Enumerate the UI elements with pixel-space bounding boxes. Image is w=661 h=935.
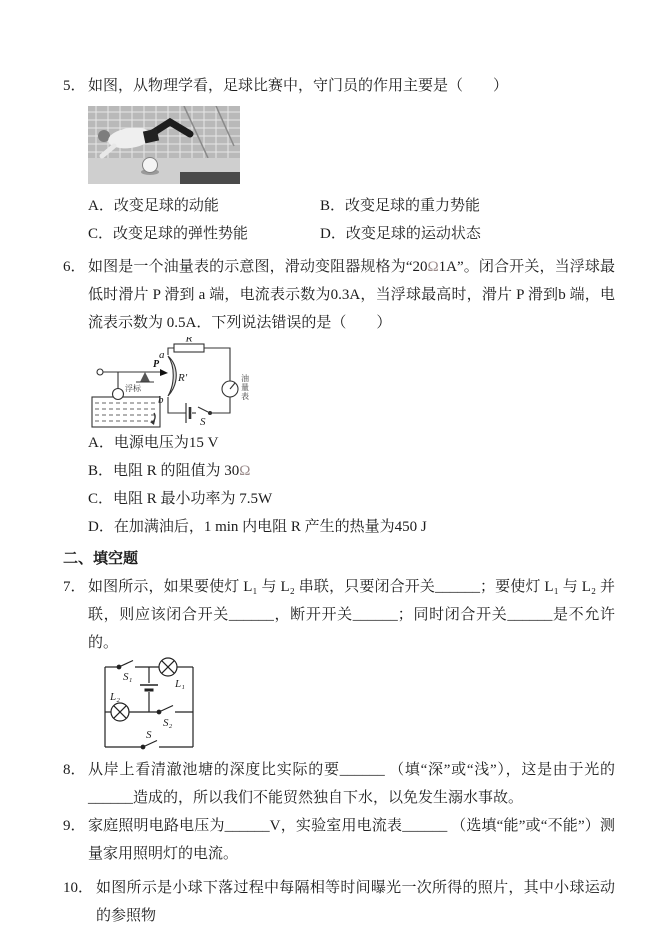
terminal-a-label: a: [159, 349, 165, 361]
resistor-label: R: [185, 337, 193, 345]
meter-label-char2: 量: [241, 383, 249, 392]
ohm-symbol: Ω: [427, 259, 439, 275]
question-5: [63, 72, 615, 100]
switch-s-label: S: [200, 416, 206, 428]
rheostat-label: R′: [178, 372, 188, 384]
question-6-option-a: A．电源电压为15 V: [88, 435, 219, 451]
question-10-number: 10．: [63, 880, 94, 896]
lamp-l2-label: L₂: [110, 691, 120, 703]
question-6-number: 6．: [63, 259, 86, 275]
goalkeeper-photo: [88, 106, 615, 184]
oil-gauge-circuit-svg: [90, 337, 252, 429]
question-9-number: 9．: [63, 818, 86, 834]
meter-label-char3: 表: [241, 392, 249, 401]
question-5-options: [88, 192, 615, 248]
dark-band: [180, 172, 240, 184]
question-6-option-b-text: B．电阻 R 的阻值为 30: [88, 463, 240, 479]
question-5-option-d: D．改变足球的运动状态: [320, 226, 481, 242]
question-5-option-a: A．改变足球的动能: [88, 198, 219, 214]
meter-label-char1: 油: [241, 374, 249, 383]
question-5-text: 如图，从物理学看，足球比赛中，守门员的作用主要是（ ）: [88, 78, 509, 94]
question-8-number: 8．: [63, 762, 86, 778]
goalkeeper-photo-svg: [88, 106, 240, 184]
question-6-options: [63, 429, 615, 541]
question-7-text: 如图所示，如果要使灯 L₁ 与 L₂ 串联，只要闭合开关______；要使灯 L₁ 与 L₂ 并联，则应该闭合开关______，断开开关______；同时闭合开关______是不允许的。: [88, 579, 615, 651]
question-10: [63, 874, 615, 930]
switch-s-label: S: [146, 729, 152, 741]
lamps-circuit-diagram: [97, 657, 615, 752]
oil-gauge-circuit-diagram: [90, 337, 615, 429]
question-9: [63, 812, 615, 868]
question-6-option-d: D．在加满油后，1 min 内电阻 R 产生的热量为450 J: [88, 519, 427, 535]
ohm-symbol: Ω: [239, 463, 251, 479]
slider-p-label: P: [153, 359, 160, 370]
question-7: [63, 573, 615, 657]
question-5-option-b: B．改变足球的重力势能: [320, 198, 481, 214]
switch-s1-label: S₁: [123, 671, 133, 683]
soccer-ball: [141, 158, 159, 176]
question-9-text: 家庭照明电路电压为______V，实验室用电流表______ （选填“能”或“不能”）测量家用照明灯的电流。: [88, 818, 615, 862]
terminal-b-label: b: [158, 394, 164, 406]
lamps-circuit-svg: [97, 657, 217, 752]
question-6-option-c: C．电阻 R 最小功率为 7.5W: [88, 491, 273, 507]
question-8-text: 从岸上看清澈池塘的深度比实际的要______ （填“深”或“浅”），这是由于光的______造成的，所以我们不能贸然独自下水，以免发生溺水事故。: [88, 762, 615, 806]
section-2-header: 二、填空题: [63, 551, 139, 567]
question-7-number: 7．: [63, 579, 86, 595]
question-10-text: 如图所示是小球下落过程中每隔相等时间曝光一次所得的照片，其中小球运动的参照物: [96, 880, 615, 924]
float-label: 浮标: [125, 384, 141, 393]
question-6-option-b: [63, 457, 615, 485]
question-6: [63, 253, 615, 337]
lamp-l1-label: L₁: [175, 678, 185, 690]
question-6-text-part2: 1A”。闭合开关，当浮球最低时滑片 P 滑到 a 端，电流表示数为0.3A，当浮球最高时，滑片 P 滑到b 端，电流表示数为 0.5A．下列说法错误的是（ ）: [88, 259, 615, 331]
question-5-option-c: C．改变足球的弹性势能: [88, 226, 249, 242]
question-8: [63, 756, 615, 812]
question-5-number: 5．: [63, 78, 86, 94]
switch-s2-label: S₂: [163, 717, 173, 729]
question-6-text-part1: 如图是一个油量表的示意图，滑动变阻器规格为“20: [88, 259, 428, 275]
